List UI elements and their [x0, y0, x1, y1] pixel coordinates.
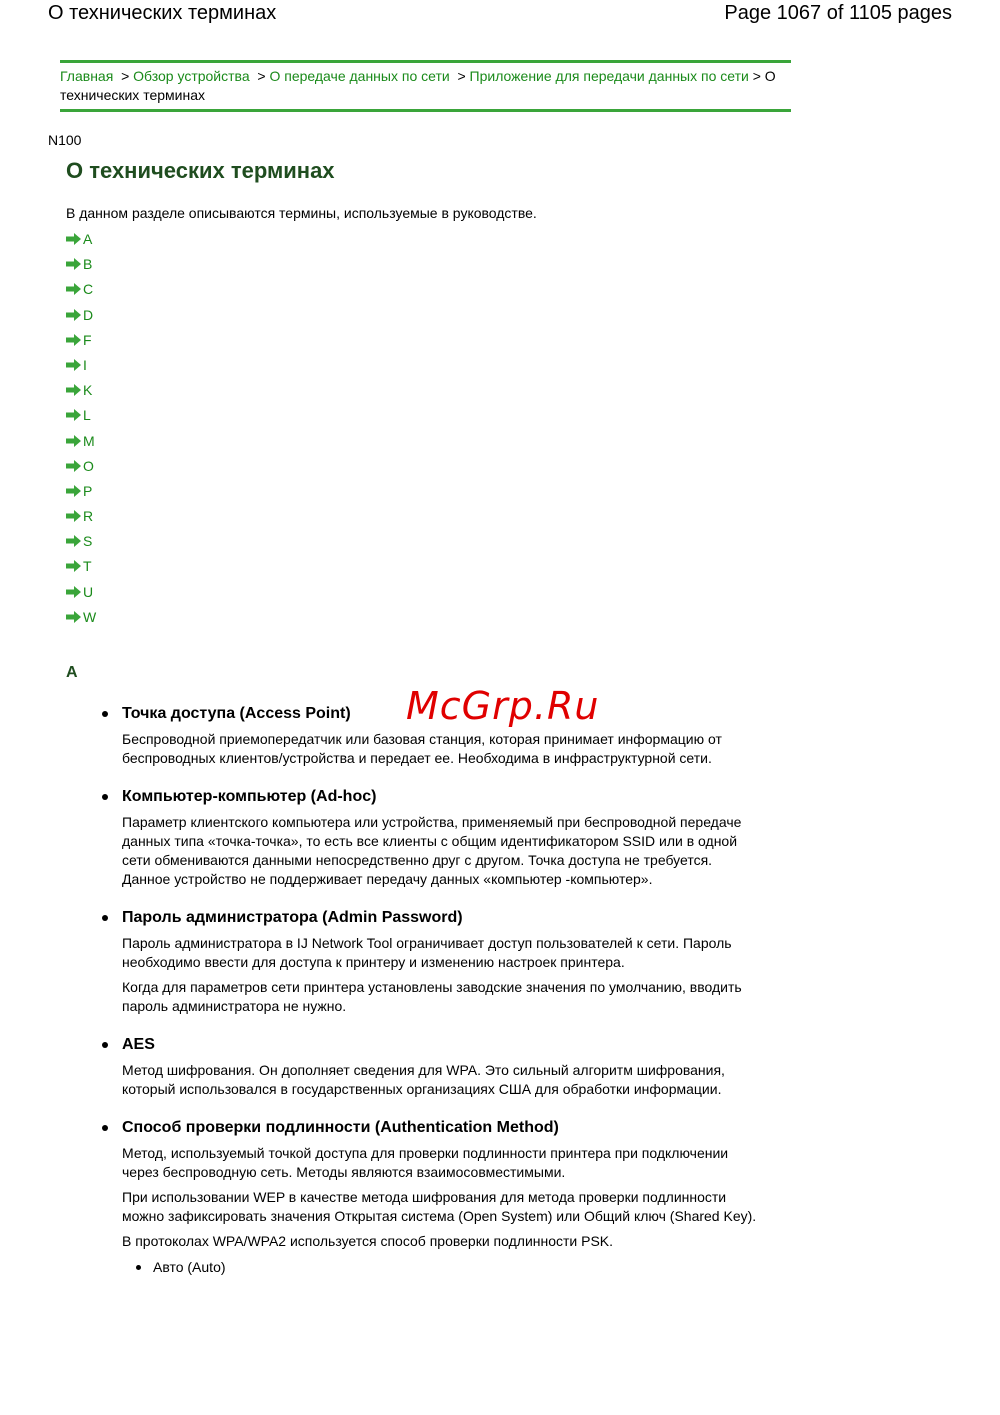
term-description: Параметр клиентского компьютера или устройства, применяемый при беспроводной передаче данных типа «точка-точка», то есть все клиенты с общим идентификатором SSID или в одной сети обмениваются данными непосредственно друг с другом. Точка доступа не требуется. Данное устройство не поддерживает передачу данных «компьютер -компьютер».: [122, 814, 742, 887]
index-item: [66, 355, 96, 380]
term-item: [102, 907, 762, 1016]
term-description: Когда для параметров сети принтера установлены заводские значения по умолчанию, вводить пароль администратора не нужно.: [122, 979, 742, 1014]
index-item: [66, 279, 96, 304]
index-letter: C: [83, 281, 94, 298]
green-arrow-icon: [66, 258, 82, 270]
index-link-w[interactable]: [66, 607, 96, 627]
bullet-icon: [102, 915, 108, 921]
green-arrow-icon: [66, 560, 82, 572]
term-title: Способ проверки подлинности (Authentication Method): [122, 1119, 559, 1136]
breadcrumb-separator: >: [453, 68, 470, 84]
index-item: [66, 481, 96, 506]
index-item: [66, 431, 96, 456]
green-arrow-icon: [66, 485, 82, 497]
index-link-f[interactable]: [66, 330, 92, 350]
page-header-title: О технических терминах: [48, 2, 277, 24]
index-item: [66, 531, 96, 556]
breadcrumb-top-rule: [60, 60, 791, 63]
index-item: [66, 380, 96, 405]
breadcrumb: [60, 67, 780, 105]
bullet-icon: [102, 794, 108, 800]
document-code: N100: [48, 132, 82, 148]
term-title: AES: [122, 1036, 155, 1053]
term-title: Точка доступа (Access Point): [122, 705, 351, 722]
index-link-i[interactable]: [66, 355, 87, 375]
green-arrow-icon: [66, 535, 82, 547]
green-arrow-icon: [66, 309, 82, 321]
index-letter: F: [83, 331, 92, 348]
index-item: [66, 305, 96, 330]
term-title: Пароль администратора (Admin Password): [122, 909, 463, 926]
index-link-c[interactable]: [66, 279, 93, 299]
letter-index: [66, 229, 96, 632]
term-sub-item: [122, 1257, 762, 1277]
bullet-icon: [102, 1042, 108, 1048]
index-link-o[interactable]: [66, 456, 94, 476]
index-link-p[interactable]: [66, 481, 92, 501]
green-arrow-icon: [66, 359, 82, 371]
breadcrumb-bottom-rule: [60, 109, 791, 112]
term-description: Пароль администратора в IJ Network Tool ограничивает доступ пользователей к сети. Пароль необходимо ввести для доступа к принтеру и изменению настроек принтера.: [122, 935, 732, 970]
bullet-icon: [102, 711, 108, 717]
index-link-t[interactable]: [66, 556, 92, 576]
index-item: [66, 405, 96, 430]
index-letter: U: [83, 583, 94, 600]
green-arrow-icon: [66, 233, 82, 245]
term-item: [102, 1034, 762, 1099]
page-number-info: Page 1067 of 1105 pages: [724, 2, 952, 24]
index-link-u[interactable]: [66, 582, 93, 602]
breadcrumb-link-home[interactable]: Главная: [60, 68, 114, 84]
index-link-s[interactable]: [66, 531, 92, 551]
index-letter: S: [83, 533, 93, 550]
index-item: [66, 229, 96, 254]
green-arrow-icon: [66, 283, 82, 295]
index-letter: B: [83, 256, 93, 273]
term-description: Беспроводной приемопередатчик или базовая станция, которая принимает информацию от беспроводных клиентов/устройства и передает ее. Необходима в инфраструктурной сети.: [122, 731, 722, 766]
green-arrow-icon: [66, 510, 82, 522]
intro-text: В данном разделе описываются термины, используемые в руководстве.: [66, 205, 537, 221]
term-heading: [102, 907, 762, 929]
breadcrumb-link-device-overview[interactable]: Обзор устройства: [133, 68, 250, 84]
term-description: Метод шифрования. Он дополняет сведения для WPA. Это сильный алгоритм шифрования, который использовался в государственных организациях США для обработки информации.: [122, 1062, 725, 1097]
index-letter: M: [83, 432, 95, 449]
watermark: McGrp.Ru: [406, 684, 600, 728]
green-arrow-icon: [66, 334, 82, 346]
index-item: [66, 607, 96, 632]
page-title: О технических терминах: [66, 158, 335, 183]
green-arrow-icon: [66, 586, 82, 598]
index-item: [66, 254, 96, 279]
index-item: [66, 556, 96, 581]
index-link-k[interactable]: [66, 380, 92, 400]
index-item: [66, 330, 96, 355]
green-arrow-icon: [66, 611, 82, 623]
term-heading: [102, 1117, 762, 1139]
green-arrow-icon: [66, 435, 82, 447]
index-link-d[interactable]: [66, 305, 93, 325]
index-item: [66, 582, 96, 607]
breadcrumb-separator: >: [253, 68, 270, 84]
green-arrow-icon: [66, 460, 82, 472]
index-item: [66, 456, 96, 481]
breadcrumb-separator: >: [117, 68, 134, 84]
index-letter: P: [83, 482, 93, 499]
index-letter: T: [83, 558, 92, 575]
breadcrumb-link-network[interactable]: О передаче данных по сети: [269, 68, 450, 84]
breadcrumb-current: О технических терминах: [60, 68, 776, 103]
green-arrow-icon: [66, 384, 82, 396]
index-link-m[interactable]: [66, 431, 95, 451]
term-sub-item-label: Авто (Auto): [153, 1259, 226, 1275]
term-description: В протоколах WPA/WPA2 используется способ проверки подлинности PSK.: [122, 1233, 614, 1249]
term-description: Метод, используемый точкой доступа для проверки подлинности принтера при подключении через беспроводную сеть. Методы являются взаимосовместимыми.: [122, 1145, 729, 1180]
breadcrumb-separator: >: [752, 68, 765, 84]
index-link-r[interactable]: [66, 506, 93, 526]
breadcrumb-link-network-app[interactable]: Приложение для передачи данных по сети: [469, 68, 749, 84]
term-list: [102, 703, 762, 1295]
index-letter: D: [83, 306, 94, 323]
index-letter: A: [83, 231, 93, 247]
index-item: [66, 506, 96, 531]
term-description: При использовании WEP в качестве метода шифрования для метода проверки подлинности можно зафиксировать значения Открытая система (Open System) или Общий ключ (Shared Key).: [122, 1189, 757, 1224]
index-letter: K: [83, 382, 93, 399]
index-letter: L: [83, 407, 91, 424]
green-arrow-icon: [66, 409, 82, 421]
index-letter: W: [83, 608, 97, 625]
index-link-b[interactable]: [66, 254, 92, 274]
bullet-icon: [102, 1125, 108, 1131]
index-link-l[interactable]: [66, 405, 91, 425]
index-link-a[interactable]: [66, 229, 92, 249]
section-heading-a: A: [66, 664, 78, 681]
index-letter: R: [83, 508, 94, 525]
index-letter: O: [83, 457, 94, 474]
index-letter: I: [83, 356, 87, 373]
bullet-icon: [136, 1265, 141, 1270]
term-heading: [102, 1034, 762, 1056]
term-heading: [102, 786, 762, 808]
term-item: [102, 786, 762, 889]
term-item: [102, 1117, 762, 1277]
term-sub-list: [122, 1257, 762, 1277]
term-title: Компьютер-компьютер (Ad-hoc): [122, 788, 377, 805]
